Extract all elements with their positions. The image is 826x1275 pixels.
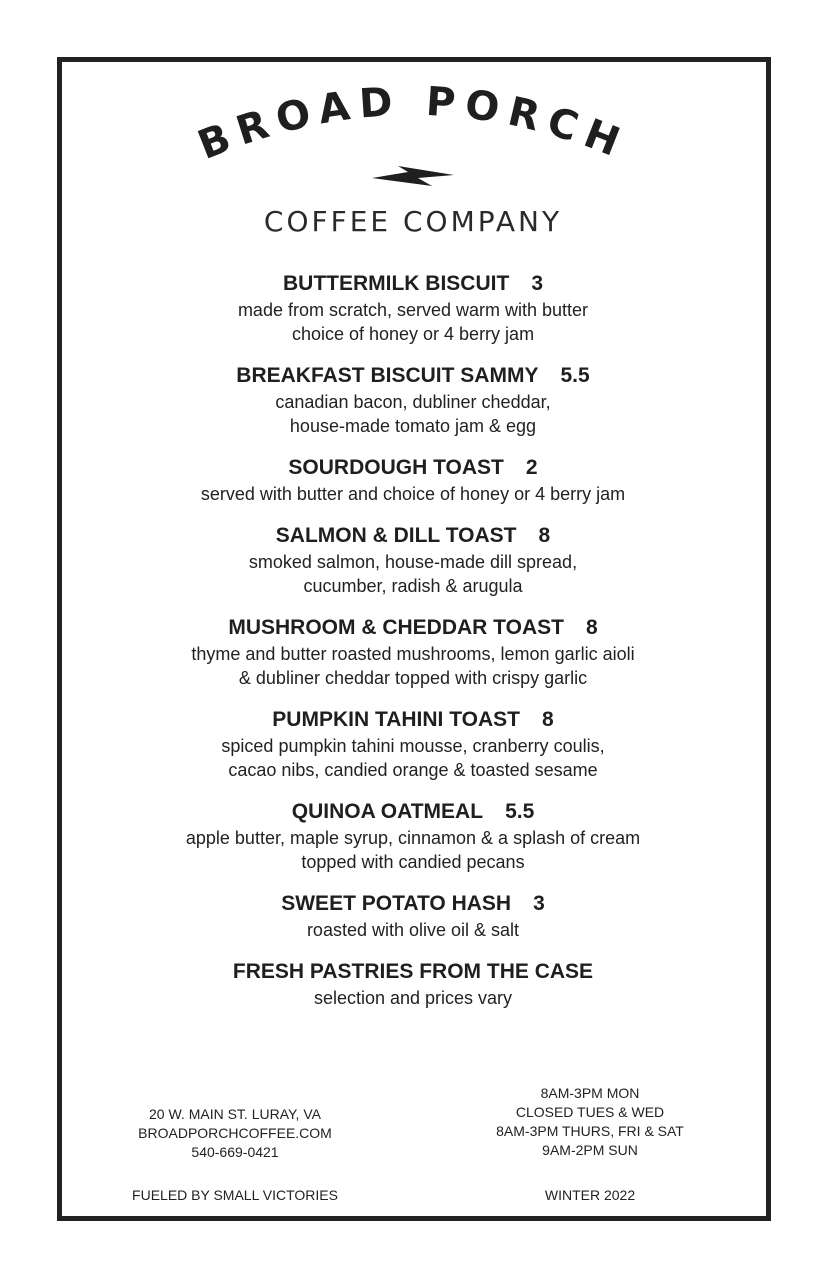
menu-item-price: 5.5 [560,364,590,387]
menu-item-price: 8 [538,524,551,547]
menu-item-description: & dubliner cheddar topped with crispy garlic [238,668,588,688]
phone-number: 540-669-0421 [191,1144,279,1160]
address-block [120,1105,350,1162]
brand-name: BROAD PORCH [191,78,635,169]
menu-item-price: 8 [585,616,598,639]
lightning-bolt-icon [372,166,454,186]
hours-thu-sat: 8AM-3PM THURS, FRI & SAT [496,1123,684,1139]
season-label: WINTER 2022 [544,1187,636,1203]
menu-item-name: SWEET POTATO HASH [281,892,512,915]
tagline: FUELED BY SMALL VICTORIES [132,1187,338,1203]
menu-item-title [63,706,763,734]
menu-item [63,270,763,346]
menu-item-title [63,270,763,298]
menu-item-price: 3 [533,892,545,915]
website: BROADPORCHCOFFEE.COM [138,1125,332,1141]
menu-item-description: selection and prices vary [313,988,513,1008]
menu-item-title [63,958,763,986]
menu-item-description: apple butter, maple syrup, cinnamon & a splash of cream [185,828,641,848]
menu-item-price: 8 [542,708,554,731]
menu-item-price: 2 [525,456,538,479]
menu-item-description: cacao nibs, candied orange & toasted sesame [228,760,598,780]
menu-item-title [63,614,763,642]
menu-item-price: 3 [531,272,543,295]
menu-item-name: FRESH PASTRIES FROM THE CASE [232,960,594,983]
menu-item-description: house-made tomato jam & egg [289,416,537,436]
menu-item-description: cucumber, radish & arugula [303,576,523,596]
company-subtitle: COFFEE COMPANY [263,205,563,238]
menu-item [63,890,763,942]
hours-monday: 8AM-3PM MON [540,1085,640,1101]
menu-item-name: SOURDOUGH TOAST [288,456,504,479]
menu-item-name: SALMON & DILL TOAST [275,524,517,547]
menu-item [63,958,763,1010]
menu-item-description: topped with candied pecans [301,852,525,872]
menu-item-title [63,522,763,550]
menu-item-title [63,890,763,918]
hours-sunday: 9AM-2PM SUN [542,1142,638,1158]
menu-item-description: smoked salmon, house-made dill spread, [248,552,578,572]
menu-list [63,270,763,1026]
menu-item [63,522,763,598]
menu-item-name: BUTTERMILK BISCUIT [282,272,510,295]
menu-item-description: canadian bacon, dubliner cheddar, [275,392,551,412]
menu-item [63,362,763,438]
menu-item [63,798,763,874]
menu-item-description: thyme and butter roasted mushrooms, lemon garlic aioli [191,644,635,664]
menu-item-price: 5.5 [505,800,535,823]
menu-item-title [63,798,763,826]
menu-item-description: roasted with olive oil & salt [306,920,520,940]
menu-item-name: QUINOA OATMEAL [291,800,484,823]
hours-block [475,1084,705,1160]
menu-item-title [63,362,763,390]
menu-item-name: PUMPKIN TAHINI TOAST [272,708,521,731]
menu-item [63,706,763,782]
menu-item-description: served with butter and choice of honey or 4 berry jam [200,484,626,504]
menu-item-name: MUSHROOM & CHEDDAR TOAST [228,616,564,639]
menu-item-title [63,454,763,482]
menu-item [63,454,763,506]
menu-item-description: choice of honey or 4 berry jam [291,324,535,344]
menu-item-name: BREAKFAST BISCUIT SAMMY [236,364,539,387]
menu-item-description: made from scratch, served warm with butter [237,300,589,320]
menu-item-description: spiced pumpkin tahini mousse, cranberry coulis, [221,736,605,756]
hours-closed: CLOSED TUES & WED [515,1104,665,1120]
menu-item [63,614,763,690]
address-street: 20 W. MAIN ST. LURAY, VA [149,1106,321,1122]
